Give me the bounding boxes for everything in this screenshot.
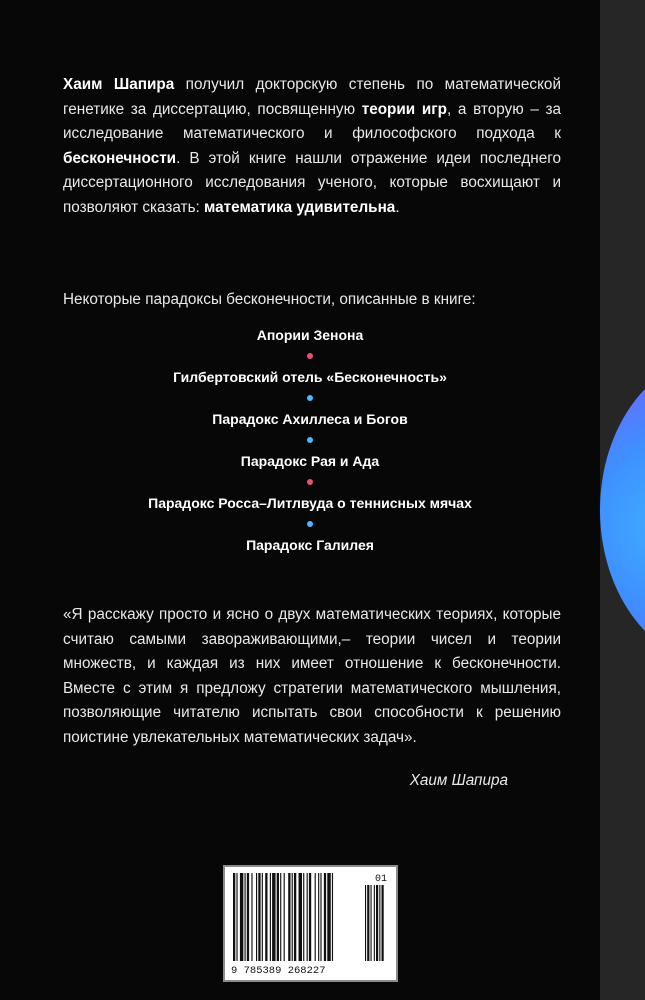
author-intro [63,73,561,221]
barcode-bar [327,873,330,961]
barcode-addon: 01 [375,874,388,885]
barcode-bar [288,873,290,961]
barcode-bar [262,873,263,961]
barcode-digits: 9 785389 268227 [231,965,326,977]
barcode-bar [332,873,333,961]
barcode-addon-bar [365,885,366,961]
barcode-bar [280,873,281,961]
barcode-bar [270,873,271,961]
barcode-bar [315,873,316,961]
author-quote: «Я расскажу просто и ясно о двух математических теориях, которые считаю самыми завораживающими,– теории чисел и теории множеств, и каждая из них имеет отношение к бесконечности. Вместе с этим я предложу стратегии математического мышления, позволяющие читателю испытать свои способности к решению поистине увлекательных математических задач». [63,606,561,746]
barcode-addon-bar [382,885,384,961]
separator-dot [307,521,313,527]
quote-author: Хаим Шапира [409,772,508,789]
barcode-bar [245,873,246,961]
separator-dot [307,395,313,401]
barcode-addon-bar [367,885,369,961]
paradox-item: Апории Зенона [256,327,364,343]
separator-dot [307,353,313,359]
intro-text-2: , а вторую – за исследование математического и философского подхода к [63,100,562,143]
paradox-list [0,326,620,555]
barcode-bar [265,873,267,961]
separator-dot [307,437,313,443]
intro-text-3: . В этой книге нашли отражение идеи последнего диссертационного исследования ученого, которые восхищают и позволяют сказать: [63,149,561,216]
intro-text-4: . [395,198,400,216]
separator-dot [307,479,313,485]
barcode-bar [258,873,260,961]
isbn-barcode [223,865,398,982]
barcode-bar [294,873,296,961]
barcode-addon-bar [374,885,375,961]
game-theory-term: теории игр [361,100,447,118]
barcode-addon-bar [379,885,380,961]
paradox-list-lead: Некоторые парадоксы бесконечности, описанные в книге: [63,291,476,308]
barcode-bar [277,873,279,961]
paradox-item: Парадокс Росса–Литлвуда о теннисных мячах [148,495,472,511]
math-amazing-term: математика удивительна [204,198,396,216]
barcode-bar [247,873,249,961]
author-name: Хаим Шапира [63,76,175,93]
barcode-bar [272,873,275,961]
barcode-graphic [225,867,396,980]
barcode-bar [303,873,304,961]
barcode-bar [251,873,252,961]
barcode-bar [240,873,243,961]
paradox-item: Парадокс Галилея [246,537,374,553]
barcode-bar [256,873,257,961]
barcode-bar [236,873,237,961]
paradox-item: Парадокс Рая и Ада [240,453,380,469]
barcode-bar [324,873,326,961]
intro-text-1: получил докторскую степень по математической генетике за диссертацию, посвященную [63,76,561,118]
barcode-bar [292,873,293,961]
barcode-bar [318,873,319,961]
barcode-bar [299,873,302,961]
paradox-item: Парадокс Ахиллеса и Богов [212,411,408,427]
paradox-item: Гилбертовский отель «Бесконечность» [173,369,447,385]
barcode-addon-bar [371,885,372,961]
barcode-bar [309,873,311,961]
barcode-addon-bar [376,885,378,961]
infinity-term: бесконечности [63,149,177,167]
barcode-bar [320,873,321,961]
barcode-bar [233,873,235,961]
barcode-bar [284,873,285,961]
barcode-bar [307,873,308,961]
